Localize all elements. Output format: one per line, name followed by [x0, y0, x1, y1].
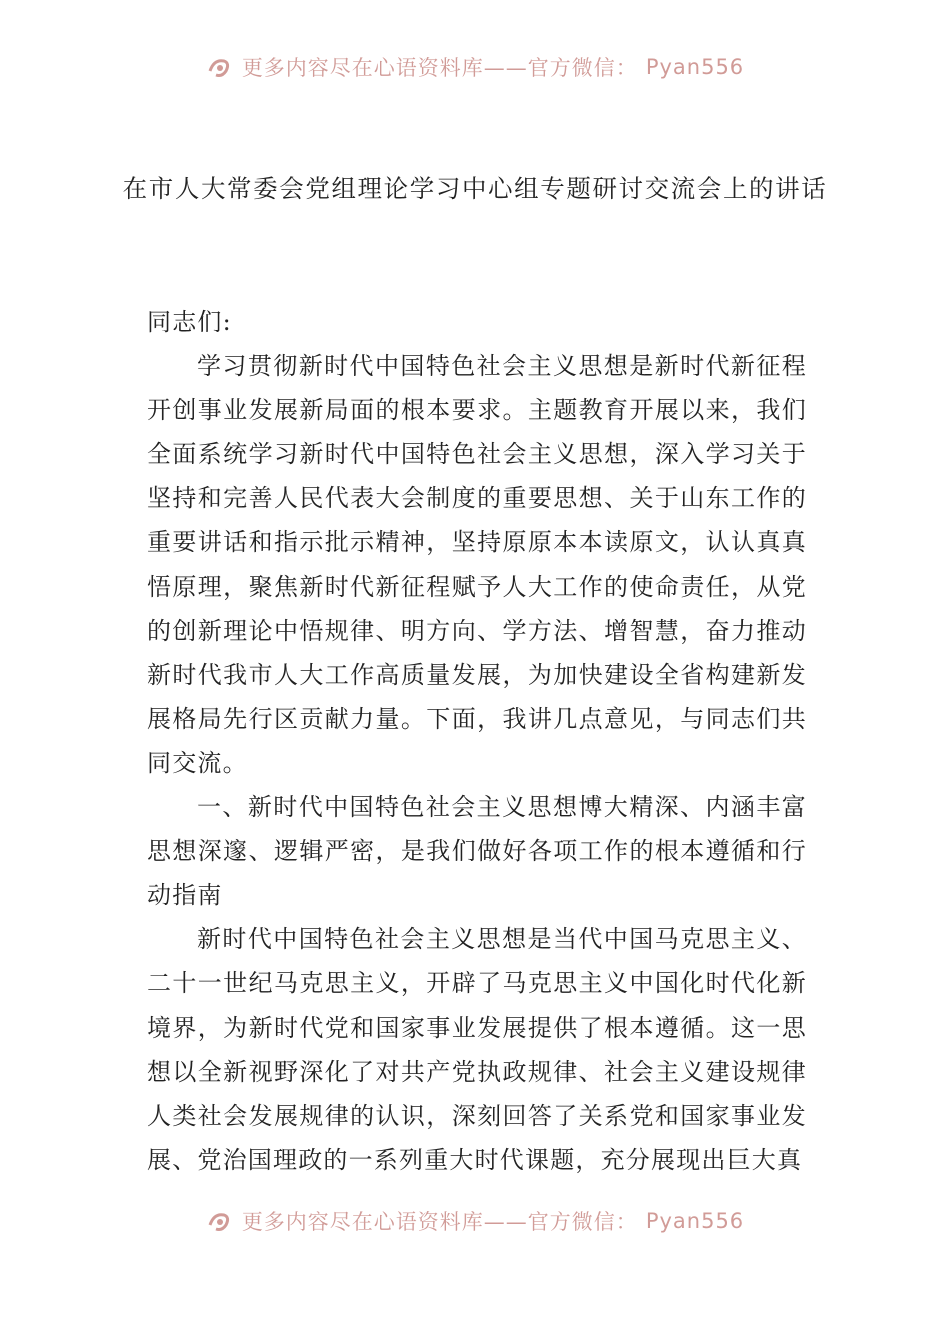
- section-heading: 一、新时代中国特色社会主义思想博大精深、内涵丰富思想深邃、逻辑严密，是我们做好各项工作的根本遵循和行动指南: [147, 793, 807, 910]
- document-body: [147, 300, 807, 1182]
- watermark-handle: Pyan556: [645, 55, 745, 79]
- salutation: 同志们:: [147, 308, 232, 336]
- watermark-footer: [0, 1204, 950, 1238]
- paragraph: 学习贯彻新时代中国特色社会主义思想是新时代新征程开创事业发展新局面的根本要求。主题教育开展以来，我们全面系统学习新时代中国特色社会主义思想，深入学习关于坚持和完善人民代表大会制度的重要思想、关于山东工作的重要讲话和指示批示精神，坚持原原本本读原文，认认真真悟原理，聚焦新时代新征程赋予人大工作的使命责任，从党的创新理论中悟规律、明方向、学方法、增智慧，奋力推动新时代我市人大工作高质量发展，为加快建设全省构建新发展格局先行区贡献力量。下面，我讲几点意见，与同志们共同交流。: [147, 352, 807, 777]
- watermark-header: [0, 50, 950, 84]
- paragraph: 新时代中国特色社会主义思想是当代中国马克思主义、二十一世纪马克思主义，开辟了马克思主义中国化时代化新境界，为新时代党和国家事业发展提供了根本遵循。这一思想以全新视野深化了对共产党执政规律、社会主义建设规律人类社会发展规律的认识，深刻回答了关系党和国家事业发展、党治国理政的一系列重大时代课题，充分展现出巨大真: [147, 925, 807, 1174]
- document-title: 在市人大常委会党组理论学习中心组专题研讨交流会上的讲话: [122, 174, 828, 203]
- logo-icon: [206, 53, 234, 81]
- logo-icon: [206, 1207, 234, 1235]
- watermark-text: 更多内容尽在心语资料库——官方微信：: [241, 1210, 638, 1234]
- watermark-handle: Pyan556: [645, 1209, 745, 1233]
- watermark-text: 更多内容尽在心语资料库——官方微信：: [241, 56, 638, 80]
